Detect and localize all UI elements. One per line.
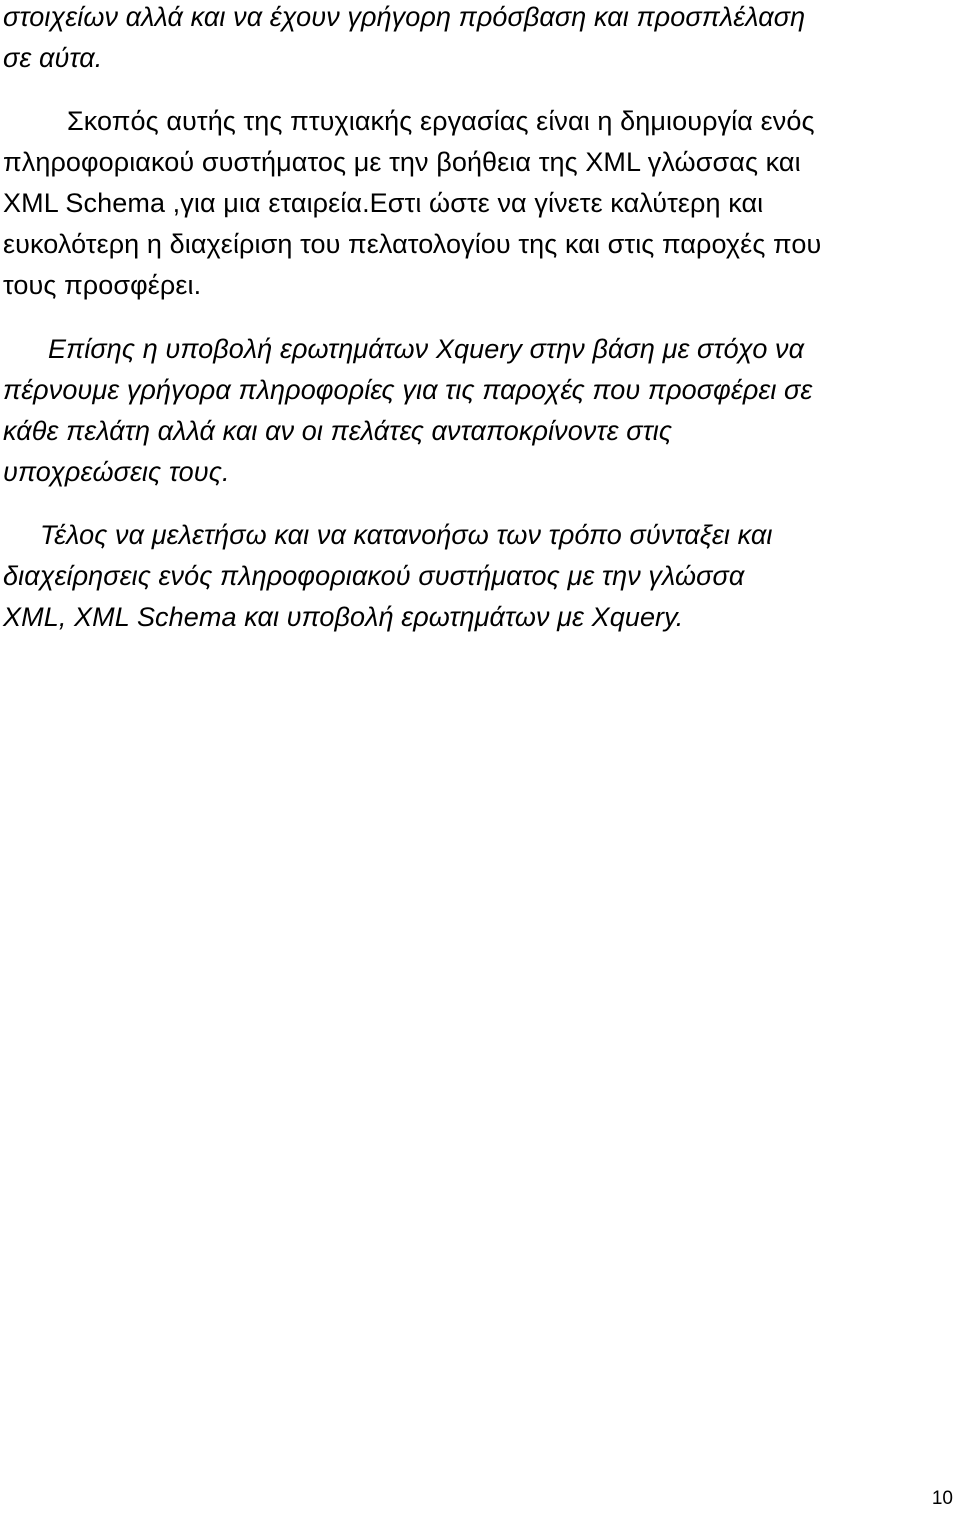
text-line: κάθε πελάτη αλλά και αν οι πελάτες ανταποκρίνοντε στις: [3, 416, 673, 446]
text-line: XML, XML Schema και υποβολή ερωτημάτων με Xquery.: [3, 602, 684, 632]
text-line: τους προσφέρει.: [3, 270, 202, 300]
text-line: διαχείρησεις ενός πληροφοριακού συστήματος με την γλώσσα: [3, 561, 745, 591]
text-line: Σκοπός αυτής της πτυχιακής εργασίας είναι η δημιουργία ενός: [67, 106, 815, 136]
text-line: πέρνουμε γρήγορα πληροφορίες για τις παροχές που προσφέρει σε: [3, 375, 813, 405]
text-line: σε αύτα.: [3, 43, 103, 73]
text-line: Τέλος να μελετήσω και να κατανοήσω των τρόπο σύνταξει και: [40, 520, 773, 550]
text-line: στοιχείων αλλά και να έχουν γρήγορη πρόσβαση και προσπλέλαση: [3, 2, 806, 32]
text-line: Επίσης η υποβολή ερωτημάτων Xquery στην βάση με στόχο να: [48, 334, 805, 364]
text-line: πληροφοριακού συστήματος με την βοήθεια της XML γλώσσας και: [3, 147, 801, 177]
text-line: ευκολότερη η διαχείριση του πελατολογίου της και στις παροχές που: [3, 229, 822, 259]
text-line: XML Schema ,για μια εταιρεία.Εστι ώστε να γίνετε καλύτερη και: [3, 188, 764, 218]
page-number: 10: [931, 1488, 953, 1509]
text-line: υποχρεώσεις τους.: [3, 457, 230, 487]
